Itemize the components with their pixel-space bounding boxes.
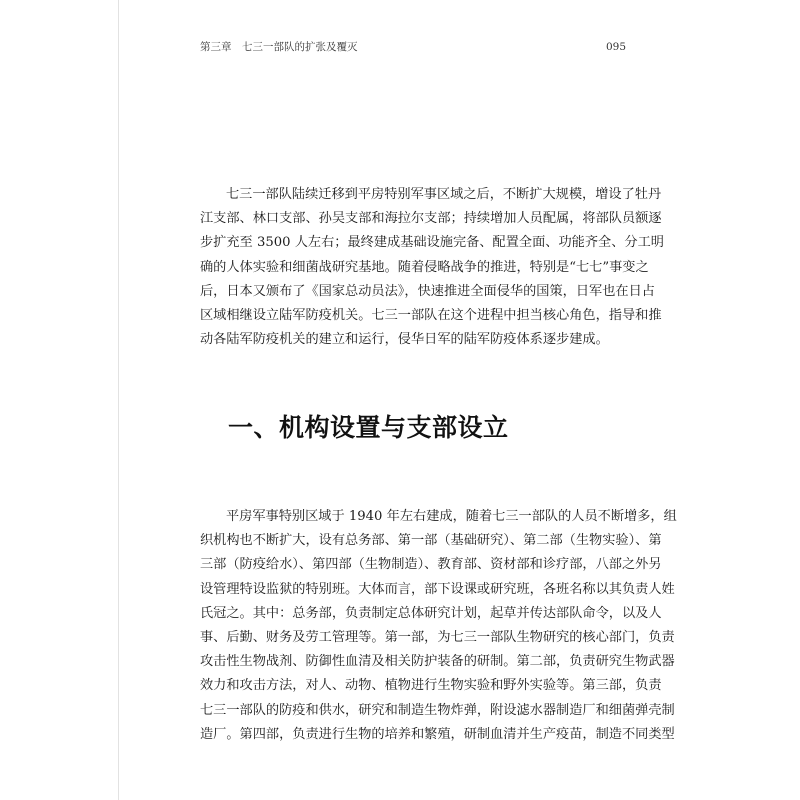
paragraph-line: 攻击性生物战剂、防御性血清及相关防护装备的研制。第二部，负责研究生物武器 xyxy=(200,654,675,670)
chapter-title: 第三章 七三一部队的扩张及覆灭 xyxy=(200,41,358,53)
paragraph-line: 动各陆军防疫机关的建立和运行，侵华日军的陆军防疫体系逐步建成。 xyxy=(200,332,609,348)
paragraph-line: 设管理特设监狱的特别班。大体而言，部下设课或研究班，各班名称以其负责人姓 xyxy=(200,581,675,597)
intro-paragraph xyxy=(200,183,664,352)
paragraph-line: 平房军事特别区域于 1940 年左右建成，随着七三一部队的人员不断增多，组 xyxy=(226,509,677,524)
paragraph-line: 七三一部队陆续迁移到平房特别军事区域之后，不断扩大规模，增设了牡丹 xyxy=(226,187,662,202)
paragraph-line: 造厂。第四部，负责进行生物的培养和繁殖，研制血清并生产疫苗，制造不同类型 xyxy=(200,726,675,742)
paragraph-line: 效力和攻击方法，对人、动物、植物进行生物实验和野外实验等。第三部，负责 xyxy=(200,678,662,694)
paragraph-line: 氏冠之。其中：总务部，负责制定总体研究计划，起草并传达部队命令，以及人 xyxy=(200,605,662,621)
paragraph-line: 三部（防疫给水）、第四部（生物制造）、教育部、资材部和诊疗部，八部之外另 xyxy=(200,557,662,573)
paragraph-line: 七三一部队的防疫和供水，研究和制造生物炸弹，附设滤水器制造厂和细菌弹壳制 xyxy=(200,702,675,718)
paragraph-line: 事、后勤、财务及劳工管理等。第一部，为七三一部队生物研究的核心部门，负责 xyxy=(200,629,675,645)
section-paragraph xyxy=(200,505,677,747)
paragraph-line: 确的人体实验和细菌战研究基地。随着侵略战争的推进，特别是“七七”事变之 xyxy=(200,259,649,275)
section-heading: 一、机构设置与支部设立 xyxy=(228,413,509,442)
paragraph-line: 区域相继设立陆军防疫机关。七三一部队在这个进程中担当核心角色，指导和推 xyxy=(200,307,662,323)
paragraph-line: 织机构也不断扩大，设有总务部、第一部（基础研究）、第二部（生物实验）、第 xyxy=(200,533,662,549)
paragraph-line: 后，日本又颁布了《国家总动员法》，快速推进全面侵华的国策，日军也在日占 xyxy=(200,283,655,299)
running-header xyxy=(200,40,626,54)
page-number: 095 xyxy=(605,41,626,53)
paragraph-line: 步扩充至 3500 人左右；最终建成基础设施完备、配置全面、功能齐全、分工明 xyxy=(200,235,664,251)
paragraph-line: 江支部、林口支部、孙吴支部和海拉尔支部；持续增加人员配属，将部队员额逐 xyxy=(200,211,662,227)
